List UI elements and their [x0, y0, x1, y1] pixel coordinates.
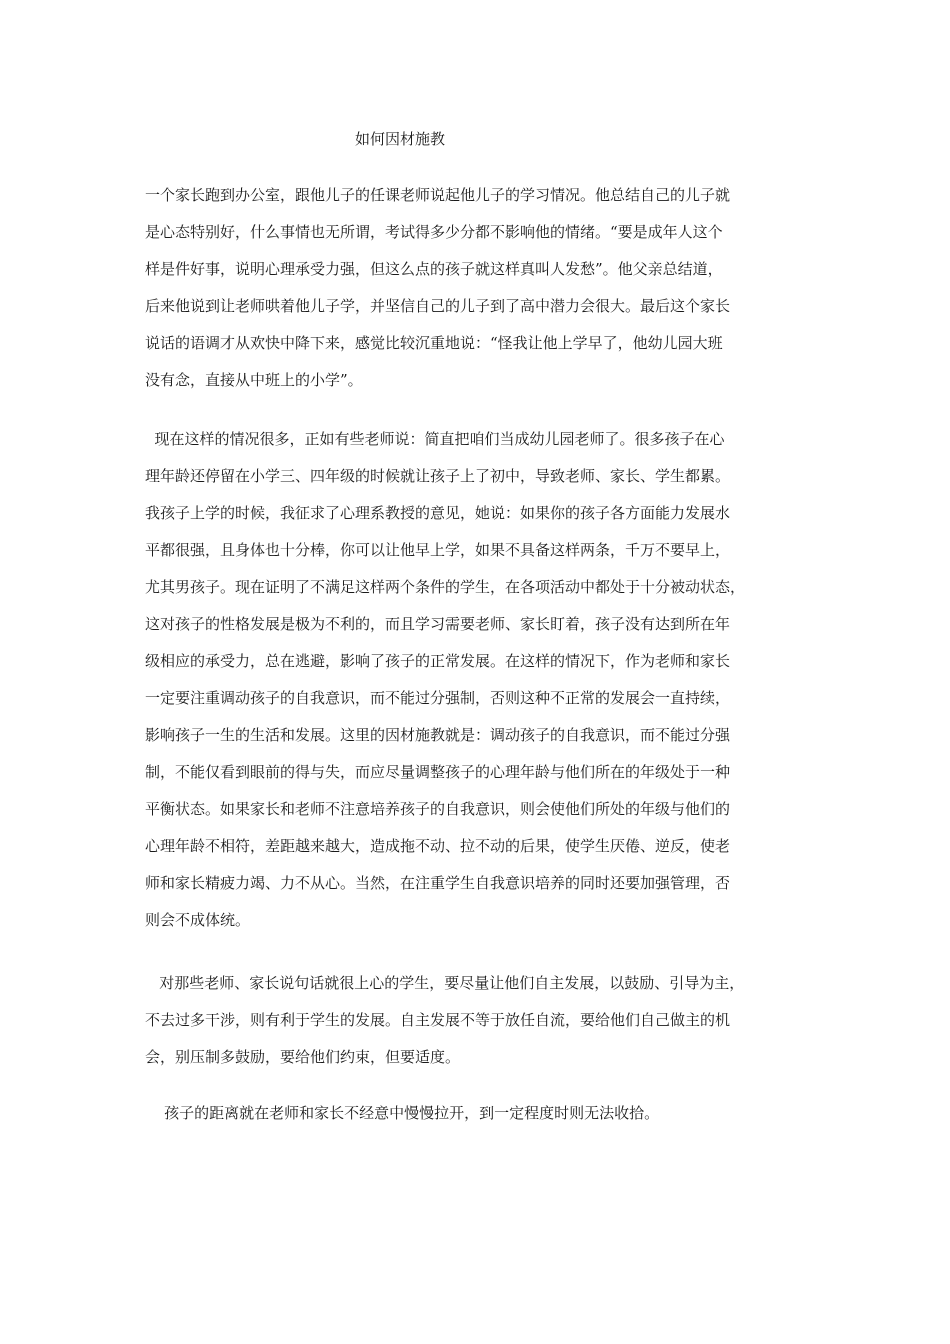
paragraph-line: 样是件好事，说明心理承受力强，但这么点的孩子就这样真叫人发愁”。他父亲总结道，: [145, 260, 723, 278]
paragraph-line: 理年龄还停留在小学三、四年级的时候就让孩子上了初中，导致老师、家长、学生都累。: [145, 467, 731, 485]
document-title: 如何因材施教: [355, 130, 446, 148]
paragraph-line: 级相应的承受力，总在逃避，影响了孩子的正常发展。在这样的情况下，作为老师和家长: [145, 652, 731, 670]
paragraph-line: 一定要注重调动孩子的自我意识，而不能过分强制，否则这种不正常的发展会一直持续，: [145, 689, 731, 707]
paragraph-line: 现在这样的情况很多，正如有些老师说：简直把咱们当成幼儿园老师了。很多孩子在心: [145, 430, 725, 448]
paragraph-line: 后来他说到让老师哄着他儿子学，并坚信自己的儿子到了高中潜力会很大。最后这个家长: [145, 297, 731, 315]
paragraph-line: 不去过多干涉，则有利于学生的发展。自主发展不等于放任自流，要给他们自己做主的机: [145, 1011, 731, 1029]
paragraph-line: 孩子的距离就在老师和家长不经意中慢慢拉开，到一定程度时则无法收拾。: [145, 1104, 660, 1122]
paragraph-line: 一个家长跑到办公室，跟他儿子的任课老师说起他儿子的学习情况。他总结自己的儿子就: [145, 186, 731, 204]
paragraph-line: 是心态特别好，什么事情也无所谓，考试得多少分都不影响他的情绪。“要是成年人这个: [145, 223, 723, 241]
paragraph-line: 这对孩子的性格发展是极为不利的，而且学习需要老师、家长盯着，孩子没有达到所在年: [145, 615, 731, 633]
paragraph-4: [145, 1102, 815, 1139]
paragraph-line: 师和家长精疲力竭、力不从心。当然，在注重学生自我意识培养的同时还要加强管理，否: [145, 874, 731, 892]
paragraph-line: 尤其男孩子。现在证明了不满足这样两个条件的学生，在各项活动中都处于十分被动状态，: [145, 578, 746, 596]
paragraph-line: 平衡状态。如果家长和老师不注意培养孩子的自我意识，则会使他们所处的年级与他们的: [145, 800, 731, 818]
paragraph-line: 影响孩子一生的生活和发展。这里的因材施教就是：调动孩子的自我意识，而不能过分强: [145, 726, 731, 744]
paragraph-line: 制，不能仅看到眼前的得与失，而应尽量调整孩子的心理年龄与他们所在的年级处于一种: [145, 763, 731, 781]
paragraph-line: 心理年龄不相符，差距越来越大，造成拖不动、拉不动的后果，使学生厌倦、逆反，使老: [145, 837, 731, 855]
paragraph-line: 会，别压制多鼓励，要给他们约束，但要适度。: [145, 1048, 461, 1066]
paragraph-1: [145, 184, 815, 406]
paragraph-line: 说话的语调才从欢快中降下来，感觉比较沉重地说：“怪我让他上学早了，他幼儿园大班: [145, 334, 723, 352]
paragraph-line: 对那些老师、家长说句话就很上心的学生，要尽量让他们自主发展，以鼓励、引导为主，: [145, 974, 745, 992]
paragraph-line: 平都很强，且身体也十分棒，你可以让他早上学，如果不具备这样两条，千万不要早上，: [145, 541, 731, 559]
paragraph-line: 没有念，直接从中班上的小学”。: [145, 371, 363, 389]
paragraph-line: 我孩子上学的时候，我征求了心理系教授的意见，她说：如果你的孩子各方面能力发展水: [145, 504, 731, 522]
paragraph-3: [145, 972, 815, 1083]
paragraph-line: 则会不成体统。: [145, 911, 251, 929]
paragraph-2: [145, 428, 815, 946]
